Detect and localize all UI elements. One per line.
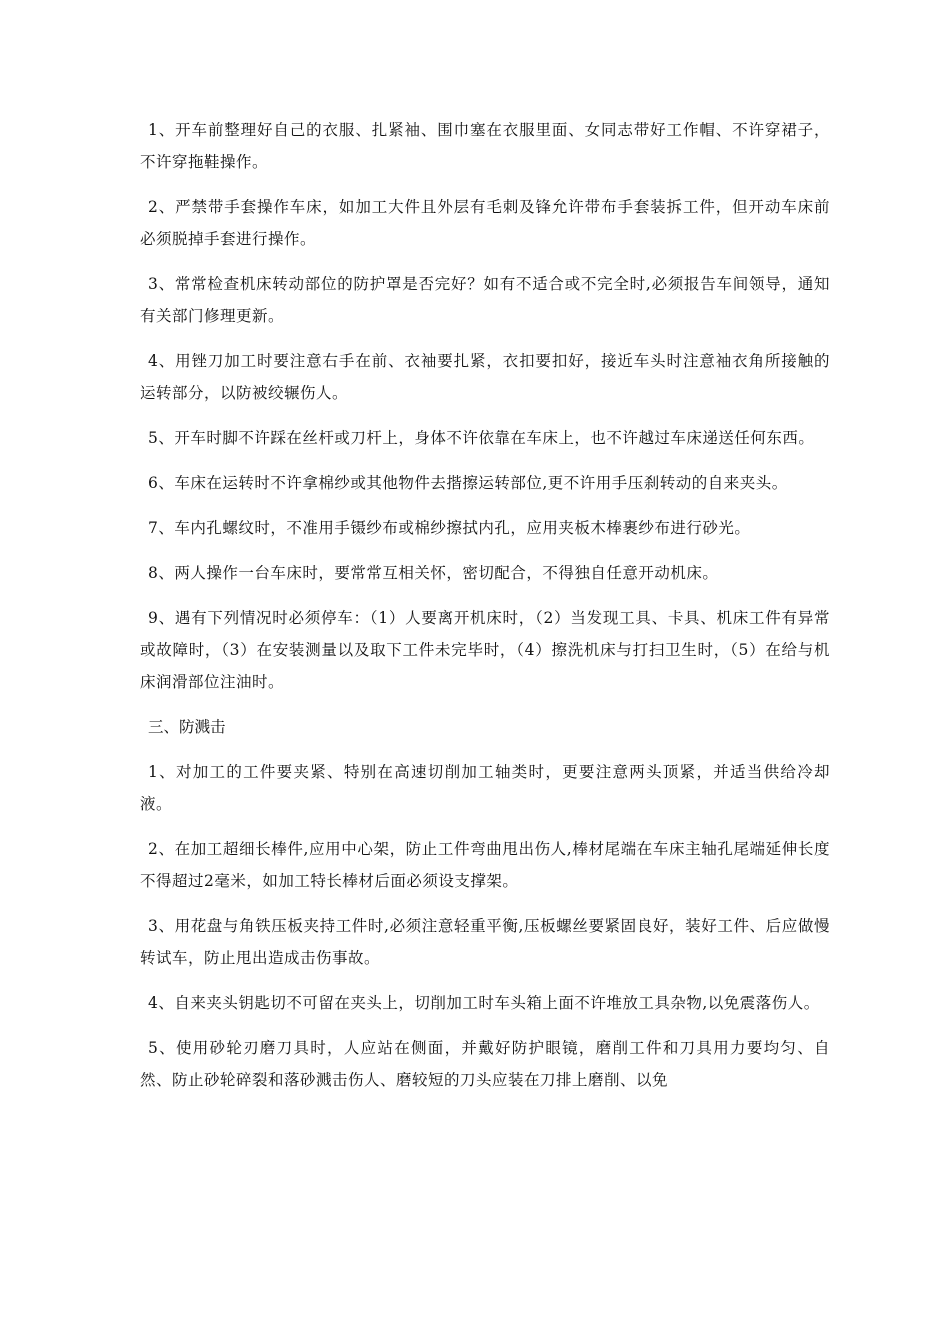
rule-item-6: 6、车床在运转时不许拿棉纱或其他物件去揩擦运转部位,更不许用手压刹转动的自来夹头。: [148, 474, 788, 492]
rule-item-8: 8、两人操作一台车床时，要常常互相关怀，密切配合，不得独自任意开动机床。: [148, 564, 719, 582]
rule-item-5: 5、开车时脚不许踩在丝杆或刀杆上，身体不许依靠在车床上，也不许越过车床递送任何东西。: [148, 429, 815, 447]
splash-item-2: 2、在加工超细长棒件,应用中心架，防止工件弯曲甩出伤人,棒材尾端在车床主轴孔尾端延伸长度不得超过2毫米，如加工特长棒材后面必须设支撑架。: [140, 840, 830, 890]
splash-item-4: 4、自来夹头钥匙切不可留在夹头上，切削加工时车头箱上面不许堆放工具杂物,以免震落伤人。: [148, 994, 820, 1012]
splash-item-3: 3、用花盘与角铁压板夹持工件时,必须注意轻重平衡,压板螺丝要紧固良好，装好工件、后应做慢转试车，防止甩出造成击伤事故。: [140, 917, 830, 967]
rule-item-4: 4、用锉刀加工时要注意右手在前、衣袖要扎紧，衣扣要扣好，接近车头时注意袖衣角所接触的运转部分，以防被绞辗伤人。: [140, 352, 830, 402]
rule-item-1: 1、开车前整理好自己的衣服、扎紧袖、围巾塞在衣服里面、女同志带好工作帽、不许穿裙子，不许穿拖鞋操作。: [140, 121, 830, 171]
rule-item-3: 3、常常检查机床转动部位的防护罩是否完好？如有不适合或不完全时,必须报告车间领导，通知有关部门修理更新。: [140, 275, 830, 325]
splash-item-5: 5、使用砂轮刃磨刀具时，人应站在侧面，并戴好防护眼镜，磨削工件和刀具用力要均匀、自然、防止砂轮碎裂和落砂溅击伤人、磨较短的刀头应装在刀排上磨削、以免: [140, 1039, 830, 1089]
rule-item-9: 9、遇有下列情况时必须停车：（1）人要离开机床时，（2）当发现工具、卡具、机床工件有异常或故障时，（3）在安装测量以及取下工件未完毕时，（4）擦洗机床与打扫卫生时，（5）在给与机床润滑部位注油时。: [140, 609, 830, 691]
rule-item-7: 7、车内孔螺纹时，不准用手镊纱布或棉纱擦拭内孔，应用夹板木棒裹纱布进行砂光。: [148, 519, 751, 537]
splash-item-1: 1、对加工的工件要夹紧、特别在高速切削加工轴类时，更要注意两头顶紧，并适当供给冷却液。: [140, 763, 830, 813]
rule-item-2: 2、严禁带手套操作车床，如加工大件且外层有毛刺及锋允许带布手套装拆工件，但开动车床前必须脱掉手套进行操作。: [140, 198, 830, 248]
section-heading: 三、防溅击: [148, 718, 226, 736]
document-body: [140, 114, 830, 1109]
